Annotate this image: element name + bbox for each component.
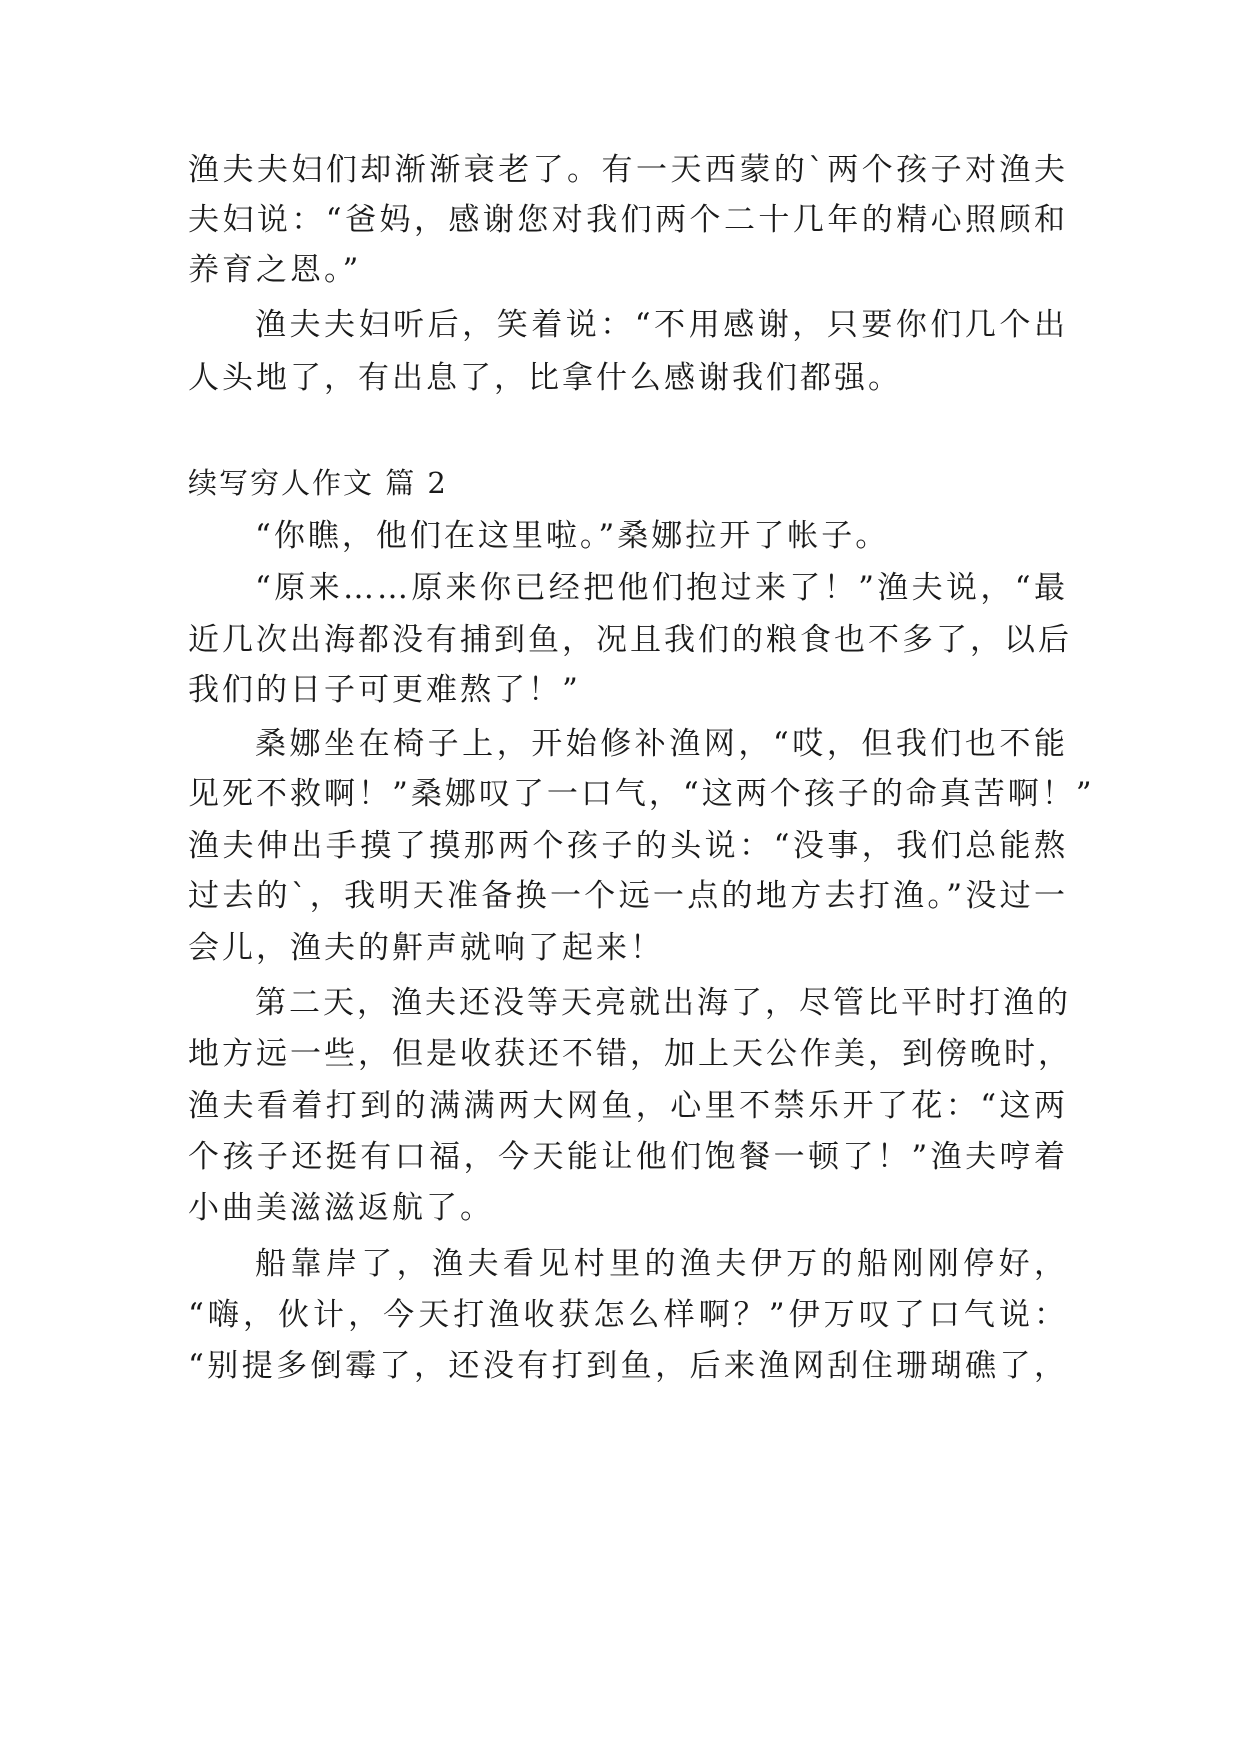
paragraph-line: “你瞧，他们在这里啦。”桑娜拉开了帐子。 xyxy=(255,518,890,554)
section-title: 续写穷人作文 篇 2 xyxy=(188,466,448,500)
paragraph-line: 渔夫夫妇听后，笑着说：“不用感谢，只要你们几个出 xyxy=(255,307,1068,343)
paragraph-line: 渔夫看着打到的满满两大网鱼，心里不禁乐开了花：“这两 xyxy=(188,1088,1068,1124)
paragraph-line: 夫妇说：“爸妈，感谢您对我们两个二十几年的精心照顾和 xyxy=(188,202,1068,238)
paragraph-line: 见死不救啊！”桑娜叹了一口气，“这两个孩子的命真苦啊！” xyxy=(188,776,1095,812)
paragraph-line: 会儿，渔夫的鼾声就响了起来！ xyxy=(188,930,664,966)
paragraph-line: “别提多倒霉了，还没有打到鱼，后来渔网刮住珊瑚礁了， xyxy=(188,1348,1068,1384)
paragraph-line: 过去的`，我明天准备换一个远一点的地方去打渔。”没过一 xyxy=(188,878,1068,914)
paragraph-line: 人头地了，有出息了，比拿什么感谢我们都强。 xyxy=(188,360,902,396)
paragraph-line: 我们的日子可更难熬了！” xyxy=(188,672,581,708)
paragraph-line: 渔夫伸出手摸了摸那两个孩子的头说：“没事，我们总能熬 xyxy=(188,828,1068,864)
paragraph-line: “嗨，伙计，今天打渔收获怎么样啊？”伊万叹了口气说： xyxy=(188,1297,1068,1333)
paragraph-line: “原来……原来你已经把他们抱过来了！”渔夫说，“最 xyxy=(255,570,1068,606)
paragraph-line: 渔夫夫妇们却渐渐衰老了。有一天西蒙的`两个孩子对渔夫 xyxy=(188,152,1068,188)
paragraph-line: 个孩子还挺有口福，今天能让他们饱餐一顿了！”渔夫哼着 xyxy=(188,1139,1068,1175)
paragraph-line: 地方远一些，但是收获还不错，加上天公作美，到傍晚时， xyxy=(188,1036,1072,1072)
paragraph-line: 桑娜坐在椅子上，开始修补渔网，“哎，但我们也不能 xyxy=(255,726,1068,762)
paragraph-line: 船靠岸了，渔夫看见村里的渔夫伊万的船刚刚停好， xyxy=(255,1246,1068,1282)
paragraph-line: 小曲美滋滋返航了。 xyxy=(188,1190,494,1226)
paragraph-line: 养育之恩。” xyxy=(188,252,362,288)
paragraph-line: 近几次出海都没有捕到鱼，况且我们的粮食也不多了，以后 xyxy=(188,622,1072,658)
paragraph-line: 第二天，渔夫还没等天亮就出海了，尽管比平时打渔的 xyxy=(255,985,1071,1021)
